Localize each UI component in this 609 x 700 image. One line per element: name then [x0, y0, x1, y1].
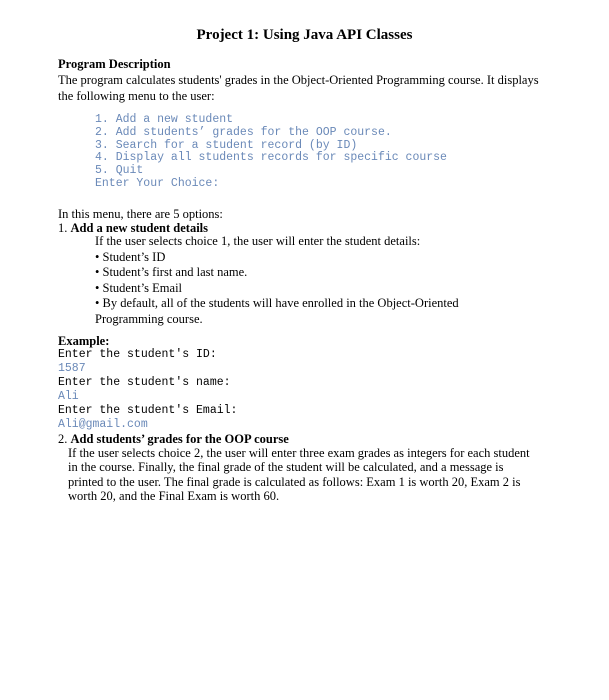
paragraph-line: If the user selects choice 2, the user will enter three exam grades as integers for each student	[68, 446, 530, 460]
bullet-item: • Student’s ID	[95, 249, 166, 264]
bullet-item-continuation: Programming course.	[95, 311, 203, 326]
menu-item: 1. Add a new student	[95, 113, 234, 126]
menu-item: 2. Add students’ grades for the OOP course.	[95, 125, 392, 139]
menu-prompt: Enter Your Choice:	[95, 176, 220, 190]
bullet-item: • By default, all of the students will have enrolled in the Object-Oriented	[95, 296, 459, 310]
program-description-heading: Program Description	[58, 57, 171, 71]
option-1-intro: If the user selects choice 1, the user will enter the student details:	[95, 234, 421, 248]
paragraph-line: printed to the user. The final grade is calculated as follows: Exam 1 is worth 20, Exam 2 is	[68, 474, 521, 489]
options-intro: In this menu, there are 5 options:	[58, 207, 223, 221]
menu-item: 3. Search for a student record (by ID)	[95, 138, 358, 152]
example-console	[58, 348, 237, 432]
example-value-id: 1587	[58, 362, 86, 375]
example-prompt-id: Enter the student's ID:	[58, 348, 217, 361]
example-prompt-email: Enter the student's Email:	[58, 404, 238, 417]
menu-item: 5. Quit	[95, 164, 144, 178]
option-2-heading: Add students’ grades for the OOP course	[70, 432, 289, 446]
program-description-line-1: The program calculates students' grades in the Object-Oriented Programming course. It displays	[58, 73, 539, 87]
paragraph-line: worth 20, and the Final Exam is worth 60.	[68, 488, 280, 503]
option-1-heading: Add a new student details	[70, 221, 209, 235]
option-1-details	[95, 234, 515, 327]
paragraph-line: in the course. Finally, the final grade of the student will be calculated, and a message is	[68, 460, 504, 475]
option-1-number: 1.	[58, 221, 68, 235]
example-value-name: Ali	[58, 390, 79, 403]
example-value-email: Ali@gmail.com	[58, 418, 148, 431]
option-2-description	[68, 446, 538, 503]
program-description-line-2: the following menu to the user:	[58, 89, 215, 103]
console-menu	[95, 113, 447, 190]
bullet-item: • Student’s Email	[95, 280, 183, 295]
page-title: Project 1: Using Java API Classes	[196, 27, 413, 43]
program-description	[58, 56, 548, 104]
example-prompt-name: Enter the student's name:	[58, 376, 231, 389]
example-heading: Example:	[58, 334, 110, 348]
bullet-item: • Student’s first and last name.	[95, 265, 248, 279]
option-2-number: 2.	[58, 432, 68, 446]
menu-item: 4. Display all students records for specific course	[95, 151, 447, 165]
option-2-heading-line	[58, 431, 548, 447]
